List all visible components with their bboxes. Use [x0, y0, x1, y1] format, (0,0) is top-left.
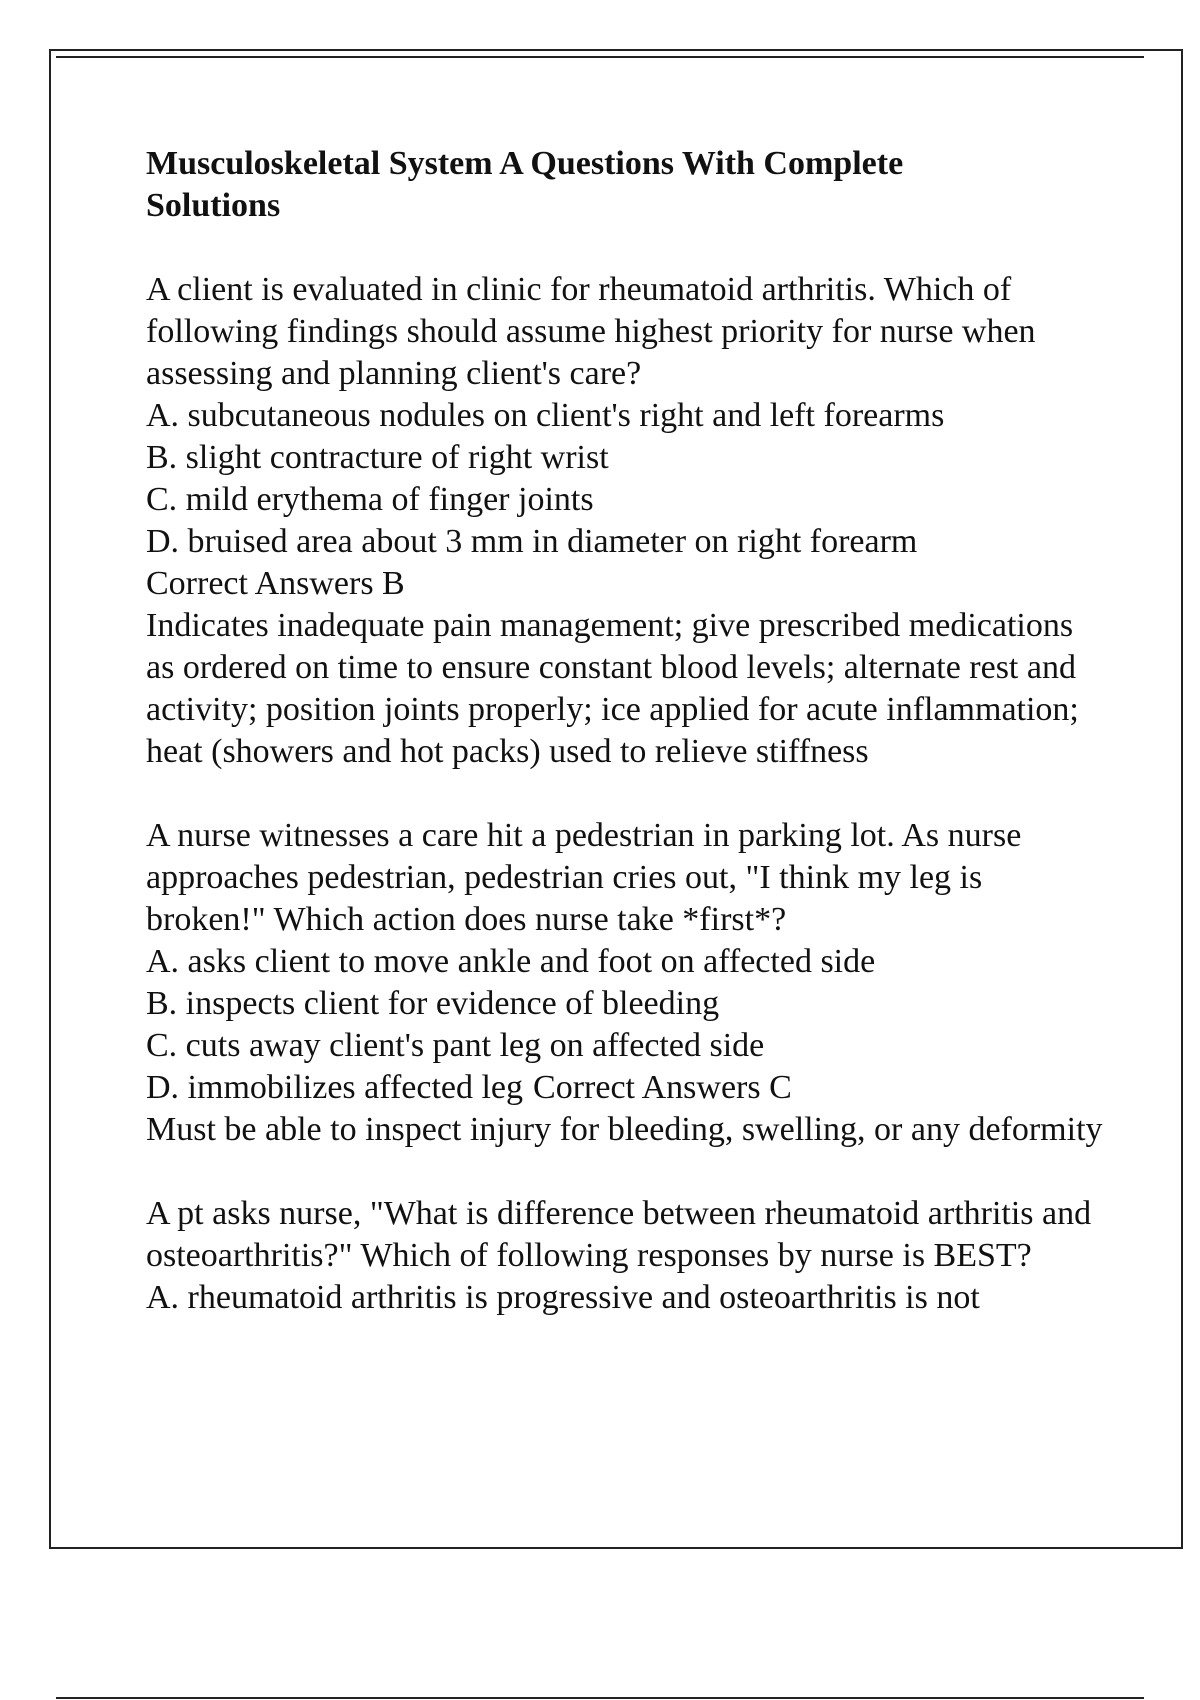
answer-option-a: A. asks client to move ankle and foot on affected side [146, 943, 876, 980]
question-1 [146, 269, 1106, 773]
answer-option-b: B. inspects client for evidence of bleeding [146, 985, 720, 1022]
question-stem: A nurse witnesses a care hit a pedestrian in parking lot. As nurse approaches pedestrian, pedestrian cries out, "I think my leg is broken!" Which action does nurse take *first*? [146, 817, 1022, 938]
correct-answer: Correct Answers C [533, 1069, 792, 1106]
top-rule [56, 56, 1144, 58]
answer-rationale: Must be able to inspect injury for bleeding, swelling, or any deformity [146, 1111, 1103, 1148]
question-2 [146, 815, 1106, 1151]
correct-answer: Correct Answers B [146, 565, 405, 602]
answer-option-a: A. subcutaneous nodules on client's right and left forearms [146, 397, 945, 434]
answer-option-c: C. cuts away client's pant leg on affected side [146, 1027, 765, 1064]
answer-option-a: A. rheumatoid arthritis is progressive and osteoarthritis is not [146, 1279, 980, 1316]
answer-option-b: B. slight contracture of right wrist [146, 439, 609, 476]
answer-option-c: C. mild erythema of finger joints [146, 481, 594, 518]
document-content [146, 143, 1106, 1361]
question-stem: A pt asks nurse, "What is difference between rheumatoid arthritis and osteoarthritis?" Which of following responses by nurse is BEST? [146, 1195, 1092, 1274]
bottom-rule [56, 1697, 1144, 1699]
answer-option-d: D. immobilizes affected leg [146, 1069, 524, 1106]
answer-option-d: D. bruised area about 3 mm in diameter on right forearm [146, 523, 918, 560]
document-title: Musculoskeletal System A Questions With Complete Solutions [146, 145, 904, 224]
question-3 [146, 1193, 1106, 1319]
question-stem: A client is evaluated in clinic for rheumatoid arthritis. Which of following findings should assume highest priority for nurse when assessing and planning client's care? [146, 271, 1036, 392]
answer-option-d-line [146, 1067, 1106, 1109]
answer-rationale: Indicates inadequate pain management; give prescribed medications as ordered on time to ensure constant blood levels; alternate rest and activity; position joints properly; ice applied for acute inflammation; heat (showers and hot packs) used to relieve stiffness [146, 607, 1079, 770]
